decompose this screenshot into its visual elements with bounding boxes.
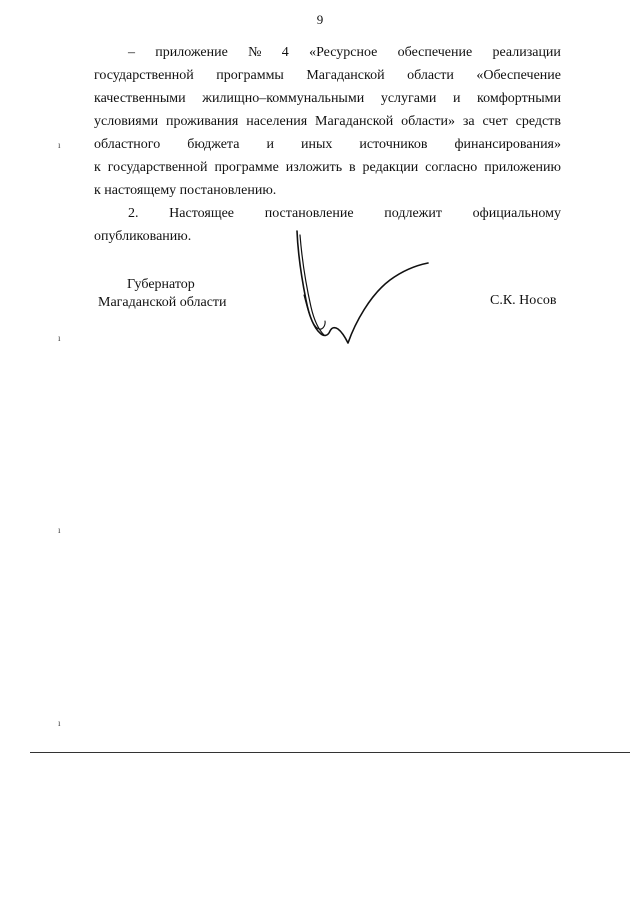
word: областного: [94, 137, 161, 152]
word: постановление: [264, 206, 354, 221]
margin-mark: ı: [58, 140, 61, 150]
word: и: [266, 137, 274, 152]
word: программы: [216, 68, 284, 83]
body-line-1: [128, 44, 561, 62]
body-line-5: [94, 136, 561, 154]
page-number: 9: [316, 12, 324, 27]
word: качественными: [94, 91, 186, 106]
word: бюджета: [187, 137, 240, 152]
word: редакции: [362, 160, 419, 175]
word: комфортными: [477, 91, 561, 106]
word: «Обеспечение: [476, 68, 561, 83]
body-line-7: к настоящему постановлению.: [94, 183, 277, 198]
body-line-2: [94, 67, 561, 85]
word: приложение: [155, 45, 228, 60]
word: в: [349, 160, 356, 175]
word: к: [94, 160, 101, 175]
word: «Ресурсное: [309, 45, 378, 60]
word: подлежит: [384, 206, 442, 221]
margin-mark: ı: [58, 525, 61, 535]
bottom-rule: [30, 752, 630, 753]
word: 2.: [128, 206, 139, 221]
word: источников: [359, 137, 428, 152]
word: изложить: [285, 160, 343, 175]
body-line-6: [94, 159, 561, 177]
word: услугами: [380, 91, 437, 106]
word: средств: [515, 114, 561, 129]
margin-mark: ı: [58, 718, 61, 728]
word: программе: [214, 160, 279, 175]
margin-mark: ı: [58, 333, 61, 343]
word: государственной: [94, 68, 194, 83]
word: Магаданской: [306, 68, 385, 83]
body-line-3: [94, 90, 561, 108]
word: финансирования»: [454, 137, 561, 152]
word: Магаданской: [315, 114, 394, 129]
word: проживания: [165, 114, 239, 129]
word: за: [462, 114, 475, 129]
word: жилищно–коммунальными: [202, 91, 365, 106]
signatory-title-line-1: Губернатор: [127, 277, 195, 292]
word: области: [407, 68, 454, 83]
body-line-4: [94, 113, 561, 131]
signatory-title-line-2: Магаданской области: [98, 295, 227, 310]
word: Настоящее: [169, 206, 235, 221]
word: №: [248, 45, 262, 60]
word: населения: [246, 114, 308, 129]
word: области»: [401, 114, 455, 129]
word: государственной: [107, 160, 208, 175]
word: счет: [482, 114, 508, 129]
word: приложению: [484, 160, 561, 175]
body-line-9: опубликованию.: [94, 229, 192, 244]
word: согласно: [425, 160, 478, 175]
word: 4: [281, 45, 289, 60]
word: условиями: [94, 114, 159, 129]
word: –: [128, 45, 135, 60]
word: и: [452, 91, 461, 106]
handwritten-signature: [280, 225, 440, 355]
signatory-name: С.К. Носов: [490, 293, 557, 308]
body-line-8: [128, 205, 561, 223]
word: официальному: [472, 206, 561, 221]
word: реализации: [492, 45, 561, 60]
word: обеспечение: [397, 45, 473, 60]
word: иных: [301, 137, 333, 152]
